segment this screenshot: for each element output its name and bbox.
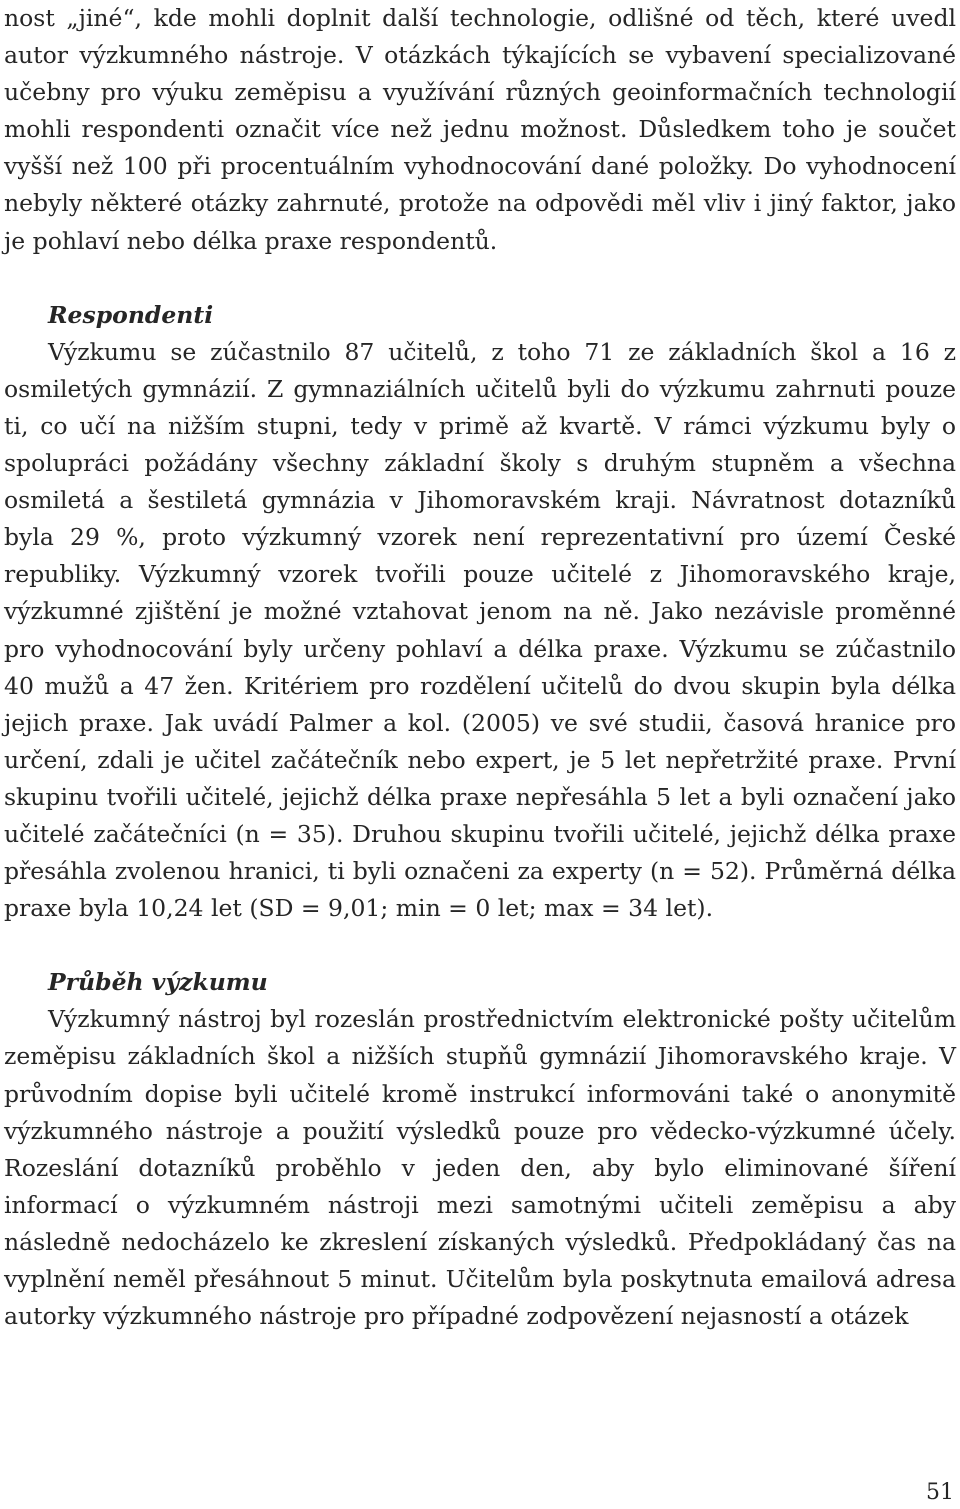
spacer [4,260,956,297]
paragraph-methods-intro: nost „jiné“, kde mohli doplnit další technologie, odlišné od těch, které uvedl autor výzkumného nástroje. V otázkách týkajících se vybavení specializované učebny pro výuku zeměpisu a využívání různých geoinformačních technologií mohli respondenti označit více než jednu možnost. Důsledkem toho je součet vyšší než 100 při procentuálním vyhodnocování dané položky. Do vyhodnocení nebyly některé otázky zahrnuté, protože na odpovědi měl vliv i jiný faktor, jako je pohlaví nebo délka praxe respondentů. [4,4,956,255]
spacer [4,927,956,964]
section-heading-course: Průběh výzkumu [48,968,268,997]
paragraph-course: Výzkumný nástroj byl rozeslán prostřednictvím elektronické pošty učitelům zeměpisu základních škol a nižších stupňů gymnázií Jihomoravského kraje. V průvodním dopise byli učitelé kromě instrukcí informováni také o anonymitě výzkumného nástroje a použití výsledků pouze pro vědecko-výzkumné účely. Rozeslání dotazníků proběhlo v jeden den, aby bylo eliminované šíření informací o výzkumném nástroji mezi samotnými učiteli zeměpisu a aby následně nedocházelo ke zkreslení získaných výsledků. Předpokládaný čas na vyplnění neměl přesáhnout 5 minut. Učitelům byla poskytnuta emailová adresa autorky výzkumného nástroje pro případné zodpovězení nejasností a otázek [4,1005,956,1331]
paragraph-respondents: Výzkumu se zúčastnilo 87 učitelů, z toho 71 ze základních škol a 16 z osmiletých gymnázií. Z gymnaziálních učitelů byli do výzkumu zahrnuti pouze ti, co učí na nižším stupni, tedy v primě až kvartě. V rámci výzkumu byly o spolupráci požádány všechny základní školy s druhým stupněm a všechna osmiletá a šestiletá gymnázia v Jihomoravském kraji. Návratnost dotazníků byla 29 %, proto výzkumný vzorek není reprezentativní pro území České republiky. Výzkumný vzorek tvořili pouze učitelé z Jihomoravského kraje, výzkumné zjištění je možné vztahovat jenom na ně. Jako nezávisle proměnné pro vyhodnocování byly určeny pohlaví a délka praxe. Výzkumu se zúčastnilo 40 mužů a 47 žen. Kritériem pro rozdělení učitelů do dvou skupin byla délka jejich praxe. Jak uvádí Palmer a kol. (2005) ve své studii, časová hranice pro určení, zdali je učitel začátečník nebo expert, je 5 let nepřetržité praxe. První skupinu tvořili učitelé, jejichž délka praxe nepřesáhla 5 let a byli označení jako učitelé začátečníci (n = 35). Druhou skupinu tvořili učitelé, jejichž délka praxe přesáhla zvolenou hranici, ti byli označeni za experty (n = 52). Průměrná délka praxe byla 10,24 let (SD = 9,01; min = 0 let; max = 34 let). [4,337,956,923]
document-page [4,0,956,1335]
section-heading-respondents: Respondenti [48,300,214,329]
page-number: 51 [926,1480,954,1505]
